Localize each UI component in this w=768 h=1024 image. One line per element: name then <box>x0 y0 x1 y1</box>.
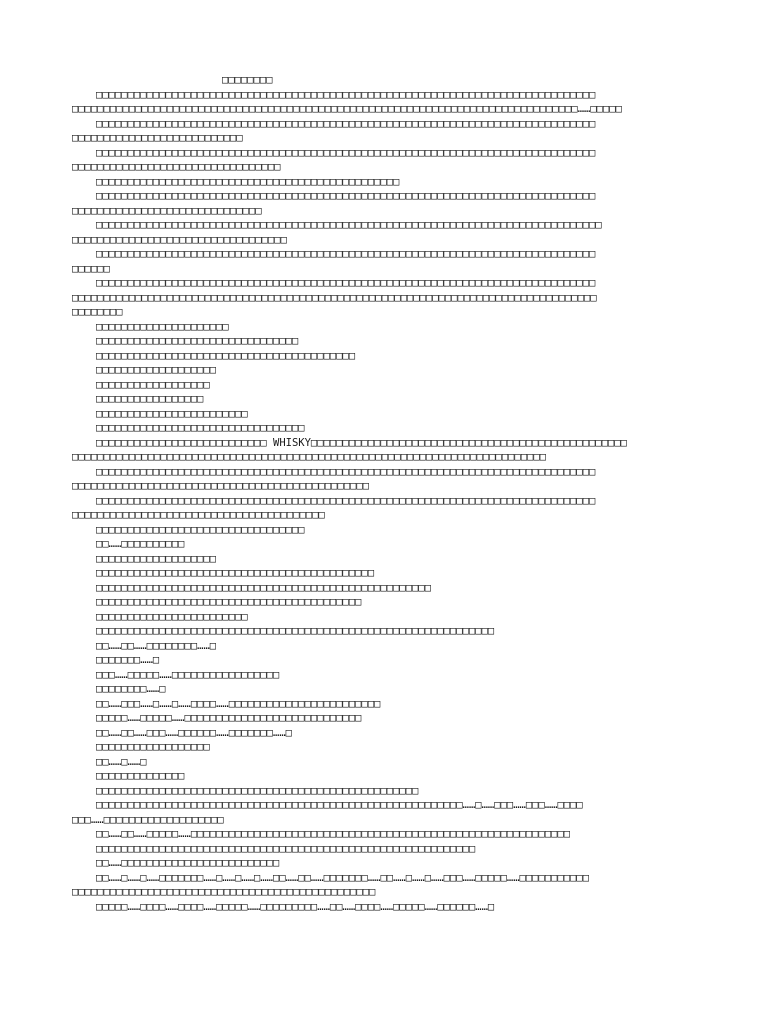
text-line: □□□□□□□□□□□□□□□□□□□□□□□□ <box>96 407 248 420</box>
text-line: □□□□□□□□……□ <box>96 683 166 695</box>
text-line: □□……□□……□□□□□……□□□□□□□□□□□□□□□□□□□□□□□□□□□□□□□□□□□□□□□□□□□□□□□□□□□□□□□□□□□□ <box>96 828 571 840</box>
text-line: □□……□……□……□□□□□□□……□……□……□……□□……□□……□□□□□□□……□□……□……□……□□□……□□□□□……□□□□□□□□□□□ <box>96 871 590 884</box>
text-line: □□□□□□□□□□□□□□□□□□ <box>96 378 210 391</box>
text-line: □□□□□□□□□□□□□□□□□□□□□□□□□□□□□□□□□□□□□□□□□□□□□□□□□□□□□ <box>96 581 432 594</box>
text-line: □□□□□□□□□□□□□□□□□□□□□□□□□□□ <box>72 132 243 144</box>
text-line: □□□□□□□□□□□□□□□□□□□□□□□□□□□□□□□□□□□□□□□□□□□□□□□□□□□□□□□□□□□□□□□□□□□□□□□□□□□□□□□ <box>96 88 596 101</box>
text-line: □□□□□□□□□□□□□□□□□□□□□□□□□□□□□□□□□□□□□□□□□□□□□□□□□□□ <box>96 784 419 797</box>
text-line: □□□□□□□□□□□□□□□□□ <box>96 393 204 405</box>
text-line: □□□……□□□□□……□□□□□□□□□□□□□□□□□ <box>96 668 280 681</box>
text-line: □□□□□□□□□□□□□□□□□□□□□□□□□□□□□□□□□□□□□□□□□□□□□□□□□□□□□□□□□□□□□□□□□□□□□□□□□□□ <box>72 451 547 463</box>
text-line: □□□□□□□□□□□□□□□□□□□□□□□□□□□□□□□□□□□□□□□□□□□□□□□□□□□□□□□□□□……□……□□□……□□□……□□□□ <box>96 799 583 811</box>
text-line: □□□□□□□□□□□□□□□□□□□□□ <box>96 320 229 333</box>
text-line: □□□□□□□□□□□□□□□□□□□□□□□□□□□□□□□□ <box>96 335 299 347</box>
text-line: □□□□□□□□□□□□□□□□□□□□□□□□□□□□□□□□□□□□□□□□□□□□□□□□□□□□□□□□□□□□□□□□□□□□□□□□□□□□□□□ <box>96 117 596 130</box>
text-line: □□□□□□□□□□□□□□□□□□□□□□□□ <box>96 610 248 623</box>
text-line: □□□……□□□□□□□□□□□□□□□□□□□ <box>72 813 224 826</box>
text-line: □□□□□□□□□□□□□□□□□□□□□□□□□□□□□□□□□□□□□□□□□□□□□□□□□□□□□□□□□□□□□□□□□□□□□□□□□□□□□□□□□□□ <box>72 291 597 304</box>
text-line: □□□□□□□□□□□□□□ <box>96 770 185 782</box>
text-line: □□□□□□□□□□□□□□□□□□□□□□□□□□□ WHISKY□□□□□□□□□□□□□□□□□□□□□□□□□□□□□□□□□□□□□□□□□□□□□□□□□□ <box>96 436 628 449</box>
text-line: □□□□□□□□□□□□□□□□□□□□□□□□□□□□□□□□□□□□□□□□□□□□□□□□□□□□□□□□□□□□□□□□□□□□□□□□□□□□□□□□……□□□□□ <box>72 103 622 115</box>
text-line: □□……□□□……□……□……□□□□……□□□□□□□□□□□□□□□□□□□□□□□□ <box>96 697 381 710</box>
text-line: □□□□□□□□□□□□□□□□□□□□□□□□□□□□□□□□□□□□□□□□□□□□□□□□□□□□□□□□□□□□□□□□□□□□□□□□□□□□□□□ <box>96 190 596 202</box>
text-line: □□□□□□□□□□□□□□□□□□□□□□□□□□□□□□□□□□□□□□□□□□ <box>96 596 362 608</box>
text-line: □□……□……□ <box>96 755 147 768</box>
text-line: □□□□□□□□□□□□□□□□□□□□□□□□□□□□□□□□□□□□□□□□□□□□ <box>96 567 375 579</box>
text-line: □□□□□□□□ <box>72 306 123 318</box>
document-title: □□□□□□□□ <box>222 74 273 86</box>
text-line: □□□□□□□□□□□□□□□□□□□□□□□□□□□□□□□□□□ <box>72 233 287 246</box>
text-line: □□□□□□□□□□□□□□□□□□□□□□□□□□□□□□□□□□□□□□□□□□□□□□□ <box>72 480 370 492</box>
text-line: □□□□□□□□□□□□□□□□□□□□□□□□□□□□□□□□□□□□□□□□□□□□□□□□□□□□□□□□□□□□□□□□□□□□□□□□□□□□□□□ <box>96 248 596 260</box>
text-line: □□□□□□□□□□□□□□□□□□□□□□□□□□□□□□□□□□□□□□□□□□□□□□□□□□□□□□□□□□□□□□□□□□□□□□□□□□□□□□□□ <box>96 219 602 231</box>
text-line: □□……□□……□□□□□□□□……□ <box>96 639 217 652</box>
text-line: □□□□□□□□□□□□□□□□□□□□□□□□□□□□□□□□□□□□□□□□□□□□□□□□ <box>96 175 400 188</box>
text-line: □□□□□□ <box>72 262 110 275</box>
text-line: □□□□□□□□□□□□□□□□□□□□□□□□□□□□□□□□□ <box>72 161 281 173</box>
text-line: □□□□□□□□□□□□□□□□□□□ <box>96 552 217 565</box>
text-line: □□□□□□□□□□□□□□□□□□□□□□□□□□□□□□□□□□□□□□□□□□□□□□□□□□□□□□□□□□□□□□□□□□□□□□□□□□□□□□□ <box>96 277 596 289</box>
text-line: □□□□□□□□□□□□□□□□□□□□□□□□□□□□□□□□□□□□□□□□□□□□□□□□□□□□□□□□□□□□□□□□□□□□□□□□□□□□□□□ <box>96 146 596 159</box>
text-line: □□□□□□□□□□□□□□□□□□□□□□□□□□□□□□□□□□□□□□□□□□□□□□□□□□□□□□□□□□□□□□□ <box>96 625 495 637</box>
text-line: □□……□□□□□□□□□□ <box>96 538 185 550</box>
document-body <box>72 73 702 914</box>
text-line: □□□□□……□□□□……□□□□……□□□□□……□□□□□□□□□……□□……□□□□……□□□□□……□□□□□□……□ <box>96 900 495 913</box>
text-line: □□□□□□□……□ <box>96 654 160 666</box>
text-line: □□……□□……□□□……□□□□□□……□□□□□□□……□ <box>96 726 292 739</box>
text-line: □□□□□□□□□□□□□□□□□□□□□□□□□□□□□□□□□□□□□□□□□□□□□□□□□□□□□□□□□□□□ <box>96 842 476 855</box>
text-line: □□□□□□□□□□□□□□□□□□□□□□□□□□□□□□□□□□□□□□□□□□□□□□□□□□□□□□□□□□□□□□□□□□□□□□□□□□□□□□□ <box>96 494 596 507</box>
text-line: □□□□□□□□□□□□□□□□□□□□□□□□□□□□□□□□□□□□□□□□ <box>72 509 325 521</box>
text-line: □□□□□□□□□□□□□□□□□□□□□□□□□□□□□□□□□□□□□□□□□□□□□□□□ <box>72 886 376 898</box>
text-line: □□……□□□□□□□□□□□□□□□□□□□□□□□□□ <box>96 857 280 869</box>
text-line: □□□□□□□□□□□□□□□□□□□□□□□□□□□□□□□□□ <box>96 523 305 536</box>
text-line: □□□□□□□□□□□□□□□□□□□□□□□□□□□□□□ <box>72 204 262 217</box>
text-line: □□□□□……□□□□□……□□□□□□□□□□□□□□□□□□□□□□□□□□□□ <box>96 712 362 724</box>
text-line: □□□□□□□□□□□□□□□□□□□□□□□□□□□□□□□□□□□□□□□□□ <box>96 349 356 362</box>
text-line: □□□□□□□□□□□□□□□□□□□ <box>96 364 217 376</box>
text-line: □□□□□□□□□□□□□□□□□□□□□□□□□□□□□□□□□□□□□□□□□□□□□□□□□□□□□□□□□□□□□□□□□□□□□□□□□□□□□□□ <box>96 465 596 478</box>
text-line: □□□□□□□□□□□□□□□□□□□□□□□□□□□□□□□□□ <box>96 422 305 434</box>
text-line: □□□□□□□□□□□□□□□□□□ <box>96 741 210 753</box>
